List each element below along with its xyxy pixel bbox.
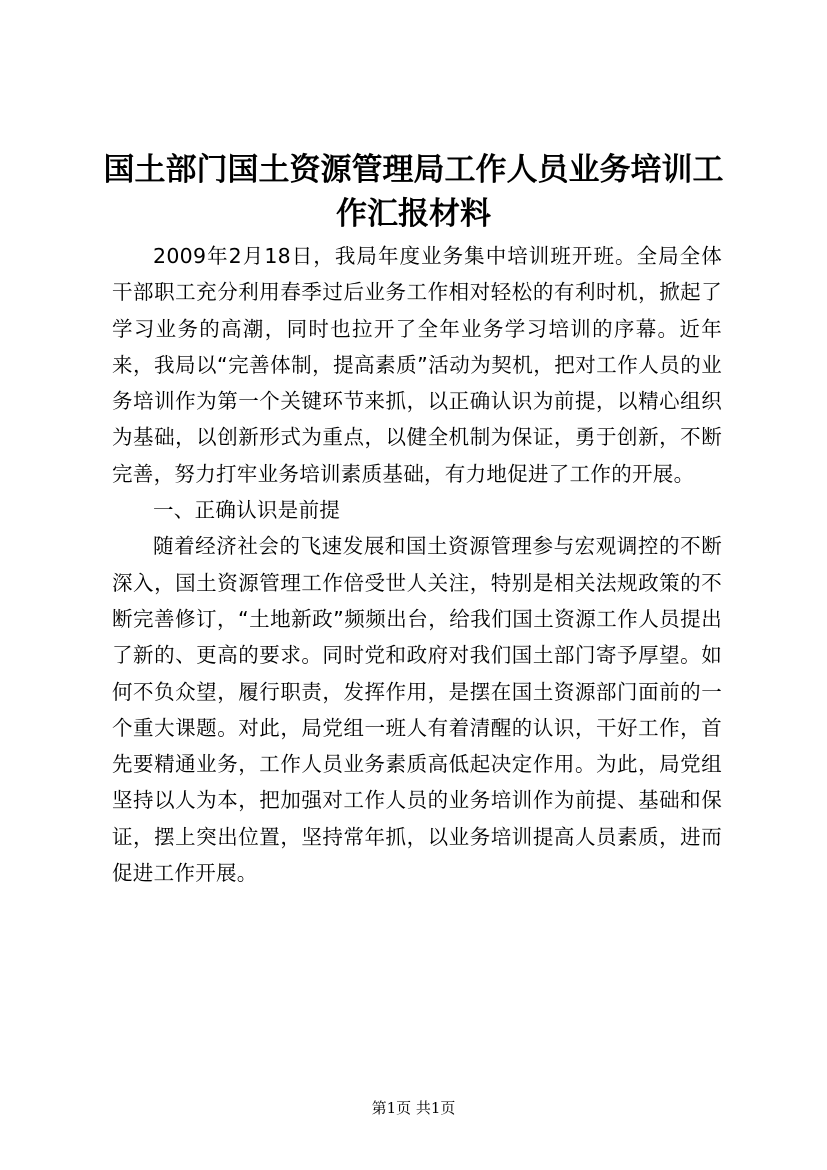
paragraph-intro: 2009年2月18日，我局年度业务集中培训班开班。全局全体干部职工充分利用春季过后业务工作相对轻松的有利时机，掀起了学习业务的高潮，同时也拉开了全年业务学习培训的序幕。近年来，我局以“完善体制，提高素质”活动为契机，把对工作人员的业务培训作为第一个关键环节来抓，以正确认识为前提，以精心组织为基础，以创新形式为重点，以健全机制为保证，勇于创新，不断完善，努力打牢业务培训素质基础，有力地促进了工作的开展。	[112, 244, 722, 486]
paragraph-section-1: 随着经济社会的飞速发展和国土资源管理参与宏观调控的不断深入，国土资源管理工作倍受世人关注，特别是相关法规政策的不断完善修订，“土地新政”频频出台，给我们国土资源工作人员提出了新的、更高的要求。同时党和政府对我们国土部门寄予厚望。如何不负众望，履行职责，发挥作用，是摆在国土资源部门面前的一个重大课题。对此，局党组一班人有着清醒的认识，干好工作，首先要精通业务，工作人员业务素质高低起决定作用。为此，局党组坚持以人为本，把加强对工作人员的业务培训作为前提、基础和保证，摆上突出位置，坚持常年抓，以业务培训提高人员素质，进而促进工作开展。	[112, 534, 722, 886]
document-body	[112, 238, 722, 891]
section-heading: 一、正确认识是前提	[153, 498, 341, 523]
page-footer: 第1页 共1页	[371, 1099, 456, 1117]
document-title: 国土部门国土资源管理局工作人员业务培训工作汇报材料	[103, 152, 724, 232]
